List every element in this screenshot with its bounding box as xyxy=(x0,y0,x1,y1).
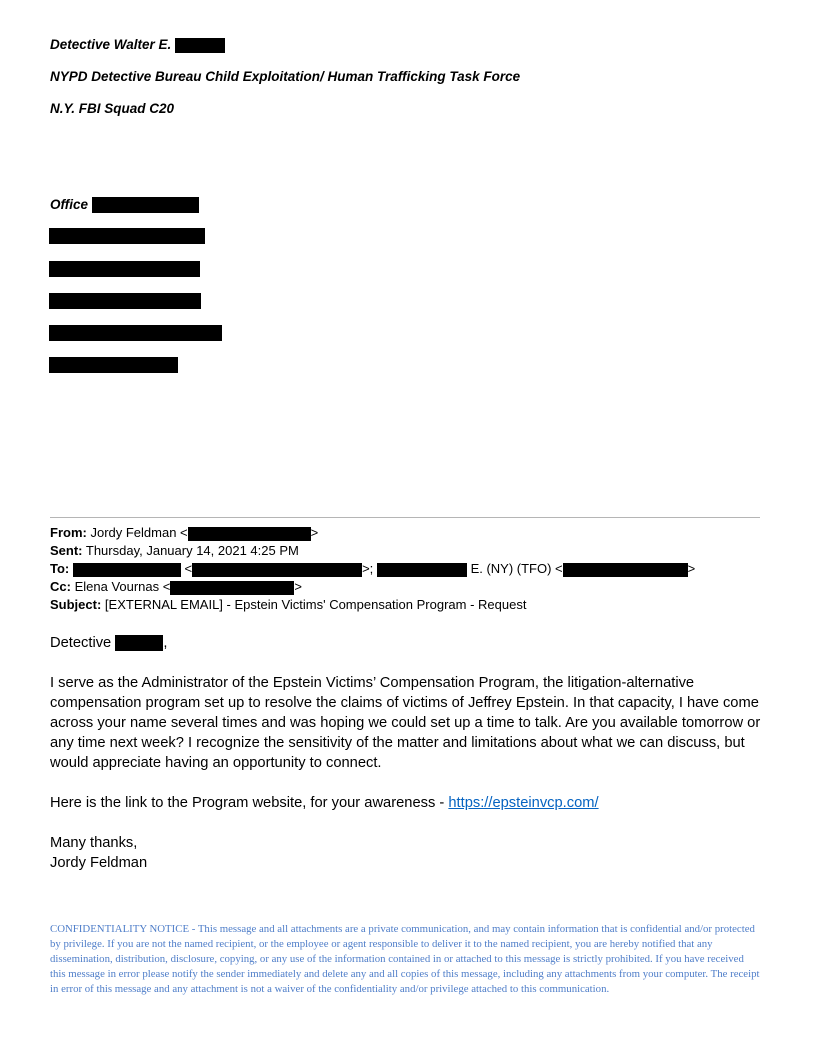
redaction-bar xyxy=(115,635,163,651)
email-closing: Many thanks, Jordy Feldman xyxy=(50,833,770,873)
redaction-bar xyxy=(73,563,181,577)
email-from: From: Jordy Feldman < > xyxy=(50,525,319,540)
email-subject: Subject: [EXTERNAL EMAIL] - Epstein Victims' Compensation Program - Request xyxy=(50,597,527,612)
confidentiality-notice: CONFIDENTIALITY NOTICE - This message and all attachments are a private communication, and may contain information that is confidential and/or protected by privilege. If you are not the named recipient, or the employee or agent responsible to deliver it to the named recipient, you are hereby notified that any dissemination, distribution, disclosure, copying, or any use of the information contained in or attached to this message is strictly prohibited. If you have received this message in error please notify the sender immediately and delete any and all copies of this message, including any attachments from your computer. The receipt in error of this message and any attachment is not a waiver of the confidentiality and/or privilege attached to this communication. xyxy=(50,923,760,995)
email-sent: Sent: Thursday, January 14, 2021 4:25 PM xyxy=(50,543,299,558)
email-cc: Cc: Elena Vournas < > xyxy=(50,579,302,594)
signature-squad: N.Y. FBI Squad C20 xyxy=(50,101,175,116)
signature-unit: NYPD Detective Bureau Child Exploitation/ Human Trafficking Task Force xyxy=(50,69,521,84)
signature-office: Office xyxy=(50,197,199,213)
signature-name: Detective Walter E. xyxy=(50,37,225,53)
redaction-bar xyxy=(188,527,311,541)
program-website-link[interactable]: https://epsteinvcp.com/ xyxy=(448,795,599,811)
email-to: To: < >; E. (NY) (TFO) < > xyxy=(50,561,696,576)
redaction-bar xyxy=(175,38,225,53)
redaction-bar xyxy=(377,563,467,577)
redaction-bar xyxy=(92,197,199,213)
email-link-line: Here is the link to the Program website, for your awareness - https://epsteinvcp.com/ xyxy=(50,795,599,811)
redaction-bar xyxy=(49,357,178,373)
email-sender: Jordy Feldman xyxy=(50,855,148,871)
redaction-bar xyxy=(192,563,362,577)
redaction-bar xyxy=(49,228,205,244)
redaction-bar xyxy=(49,325,222,341)
redaction-bar xyxy=(49,293,201,309)
redaction-bar xyxy=(170,581,294,595)
redaction-bar xyxy=(49,261,200,277)
redaction-bar xyxy=(563,563,688,577)
email-greeting: Detective , xyxy=(50,635,168,651)
divider xyxy=(50,517,760,518)
email-paragraph: I serve as the Administrator of the Epstein Victims’ Compensation Program, the litigation-alternative compensation program set up to resolve the claims of victims of Jeffrey Epstein. In that capacity, I have come across your name several times and was hoping we could set up a time to talk. Are you available tomorrow or any time next week? I recognize the sensitivity of the matter and limitations about what we can discuss, but would appreciate having an opportunity to connect. xyxy=(50,675,761,771)
